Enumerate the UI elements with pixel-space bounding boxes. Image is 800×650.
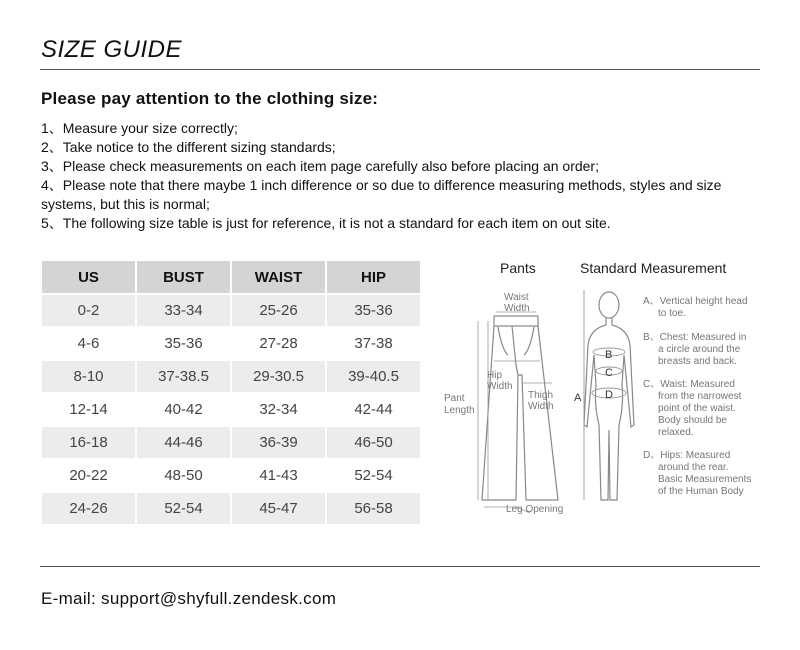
table-cell: 25-26 <box>232 295 325 326</box>
marker-a: A <box>574 392 582 404</box>
notice-item: 1、Measure your size correctly; <box>41 120 238 136</box>
title-divider <box>40 69 760 70</box>
note-d-line: D、Hips: Measured <box>643 450 731 461</box>
table-cell: 36-39 <box>232 427 325 458</box>
notice-item: 5、The following size table is just for reference, it is not a standard for each item on out site. <box>41 215 611 231</box>
pant-length-label: Pant <box>444 393 465 404</box>
note-d-line: around the rear. <box>658 462 729 473</box>
table-cell: 52-54 <box>137 493 230 524</box>
table-cell: 33-34 <box>137 295 230 326</box>
table-cell: 37-38 <box>354 335 393 352</box>
pants-title: Pants <box>500 260 536 276</box>
table-cell: 24-26 <box>42 493 135 524</box>
table-row <box>42 460 420 491</box>
notice-item: 4、Please note that there maybe 1 inch difference or so due to difference measuring methods, styles and size systems, but this is normal; <box>41 177 722 212</box>
email-address[interactable]: support@shyfull.zendesk.com <box>101 589 337 608</box>
table-cell: 44-46 <box>137 427 230 458</box>
marker-d: D <box>605 389 613 401</box>
note-c-line: point of the waist. <box>658 403 736 414</box>
table-row <box>42 328 420 359</box>
table-row <box>42 427 420 458</box>
table-cell: 20-22 <box>69 467 108 484</box>
table-row <box>42 394 420 425</box>
note-d-line: Basic Measurements <box>658 474 752 485</box>
table-cell: 32-34 <box>259 401 298 418</box>
thigh-width-label: Width <box>528 401 554 412</box>
pants-measure-lines <box>478 312 552 513</box>
notice-item: 2、Take notice to the different sizing standards; <box>41 139 336 155</box>
note-d-line: of the Human Body <box>658 486 744 497</box>
table-cell: 8-10 <box>42 361 135 392</box>
column-header-waist: WAIST <box>232 261 325 293</box>
size-table <box>40 259 422 526</box>
note-a-line: to toe. <box>658 308 686 319</box>
measurement-notes <box>643 296 751 497</box>
waist-width-label: Waist <box>504 292 529 303</box>
note-c-line: C、Waist: Measured <box>643 379 735 390</box>
note-b-line: a circle around the <box>658 344 741 355</box>
notice-heading: Please pay attention to the clothing size: <box>41 89 379 108</box>
table-cell: 0-2 <box>42 295 135 326</box>
hip-width-label: Hip <box>487 370 503 381</box>
column-header-bust: BUST <box>137 261 230 293</box>
leg-opening-label: Leg Opening <box>506 504 564 515</box>
note-a-line: A、Vertical height head <box>643 296 748 307</box>
note-c-line: from the narrowest <box>658 391 742 402</box>
note-c-line: Body should be <box>658 415 727 426</box>
table-cell: 52-54 <box>354 467 393 484</box>
table-row <box>42 295 420 326</box>
pant-length-label: Length <box>444 405 475 416</box>
note-b-line: breasts and back. <box>658 356 737 367</box>
marker-c: C <box>605 367 613 379</box>
column-header-us: US <box>42 261 135 293</box>
footer-divider <box>40 566 760 567</box>
table-row <box>42 361 420 392</box>
thigh-width-label: Thigh <box>528 390 554 401</box>
hip-width-label: Width <box>487 381 513 392</box>
table-row <box>42 493 420 524</box>
table-cell: 29-30.5 <box>232 361 325 392</box>
note-c-line: relaxed. <box>658 427 694 438</box>
table-cell: 46-50 <box>327 427 420 458</box>
contact-email <box>41 589 336 609</box>
table-cell: 40-42 <box>164 401 203 418</box>
notice-list <box>41 119 766 233</box>
standard-measurement-title: Standard Measurement <box>580 260 727 276</box>
table-cell: 27-28 <box>259 335 298 352</box>
table-cell: 45-47 <box>232 493 325 524</box>
note-b-line: B、Chest: Measured in <box>643 332 747 343</box>
table-cell: 39-40.5 <box>327 361 420 392</box>
email-label: E-mail: <box>41 589 96 608</box>
table-cell: 12-14 <box>69 401 108 418</box>
marker-b: B <box>605 349 613 361</box>
table-cell: 16-18 <box>42 427 135 458</box>
table-cell: 35-36 <box>327 295 420 326</box>
table-cell: 56-58 <box>327 493 420 524</box>
column-header-hip: HIP <box>327 261 420 293</box>
page-title: SIZE GUIDE <box>41 36 183 63</box>
notice-item: 3、Please check measurements on each item page carefully also before placing an order; <box>41 158 599 174</box>
table-cell: 42-44 <box>354 401 393 418</box>
table-header-row <box>42 261 420 293</box>
table-cell: 37-38.5 <box>137 361 230 392</box>
measurement-diagram <box>438 255 768 520</box>
table-cell: 4-6 <box>77 335 100 352</box>
waist-width-label: Width <box>504 303 530 314</box>
table-cell: 48-50 <box>164 467 203 484</box>
table-cell: 35-36 <box>164 335 203 352</box>
table-cell: 41-43 <box>259 467 298 484</box>
